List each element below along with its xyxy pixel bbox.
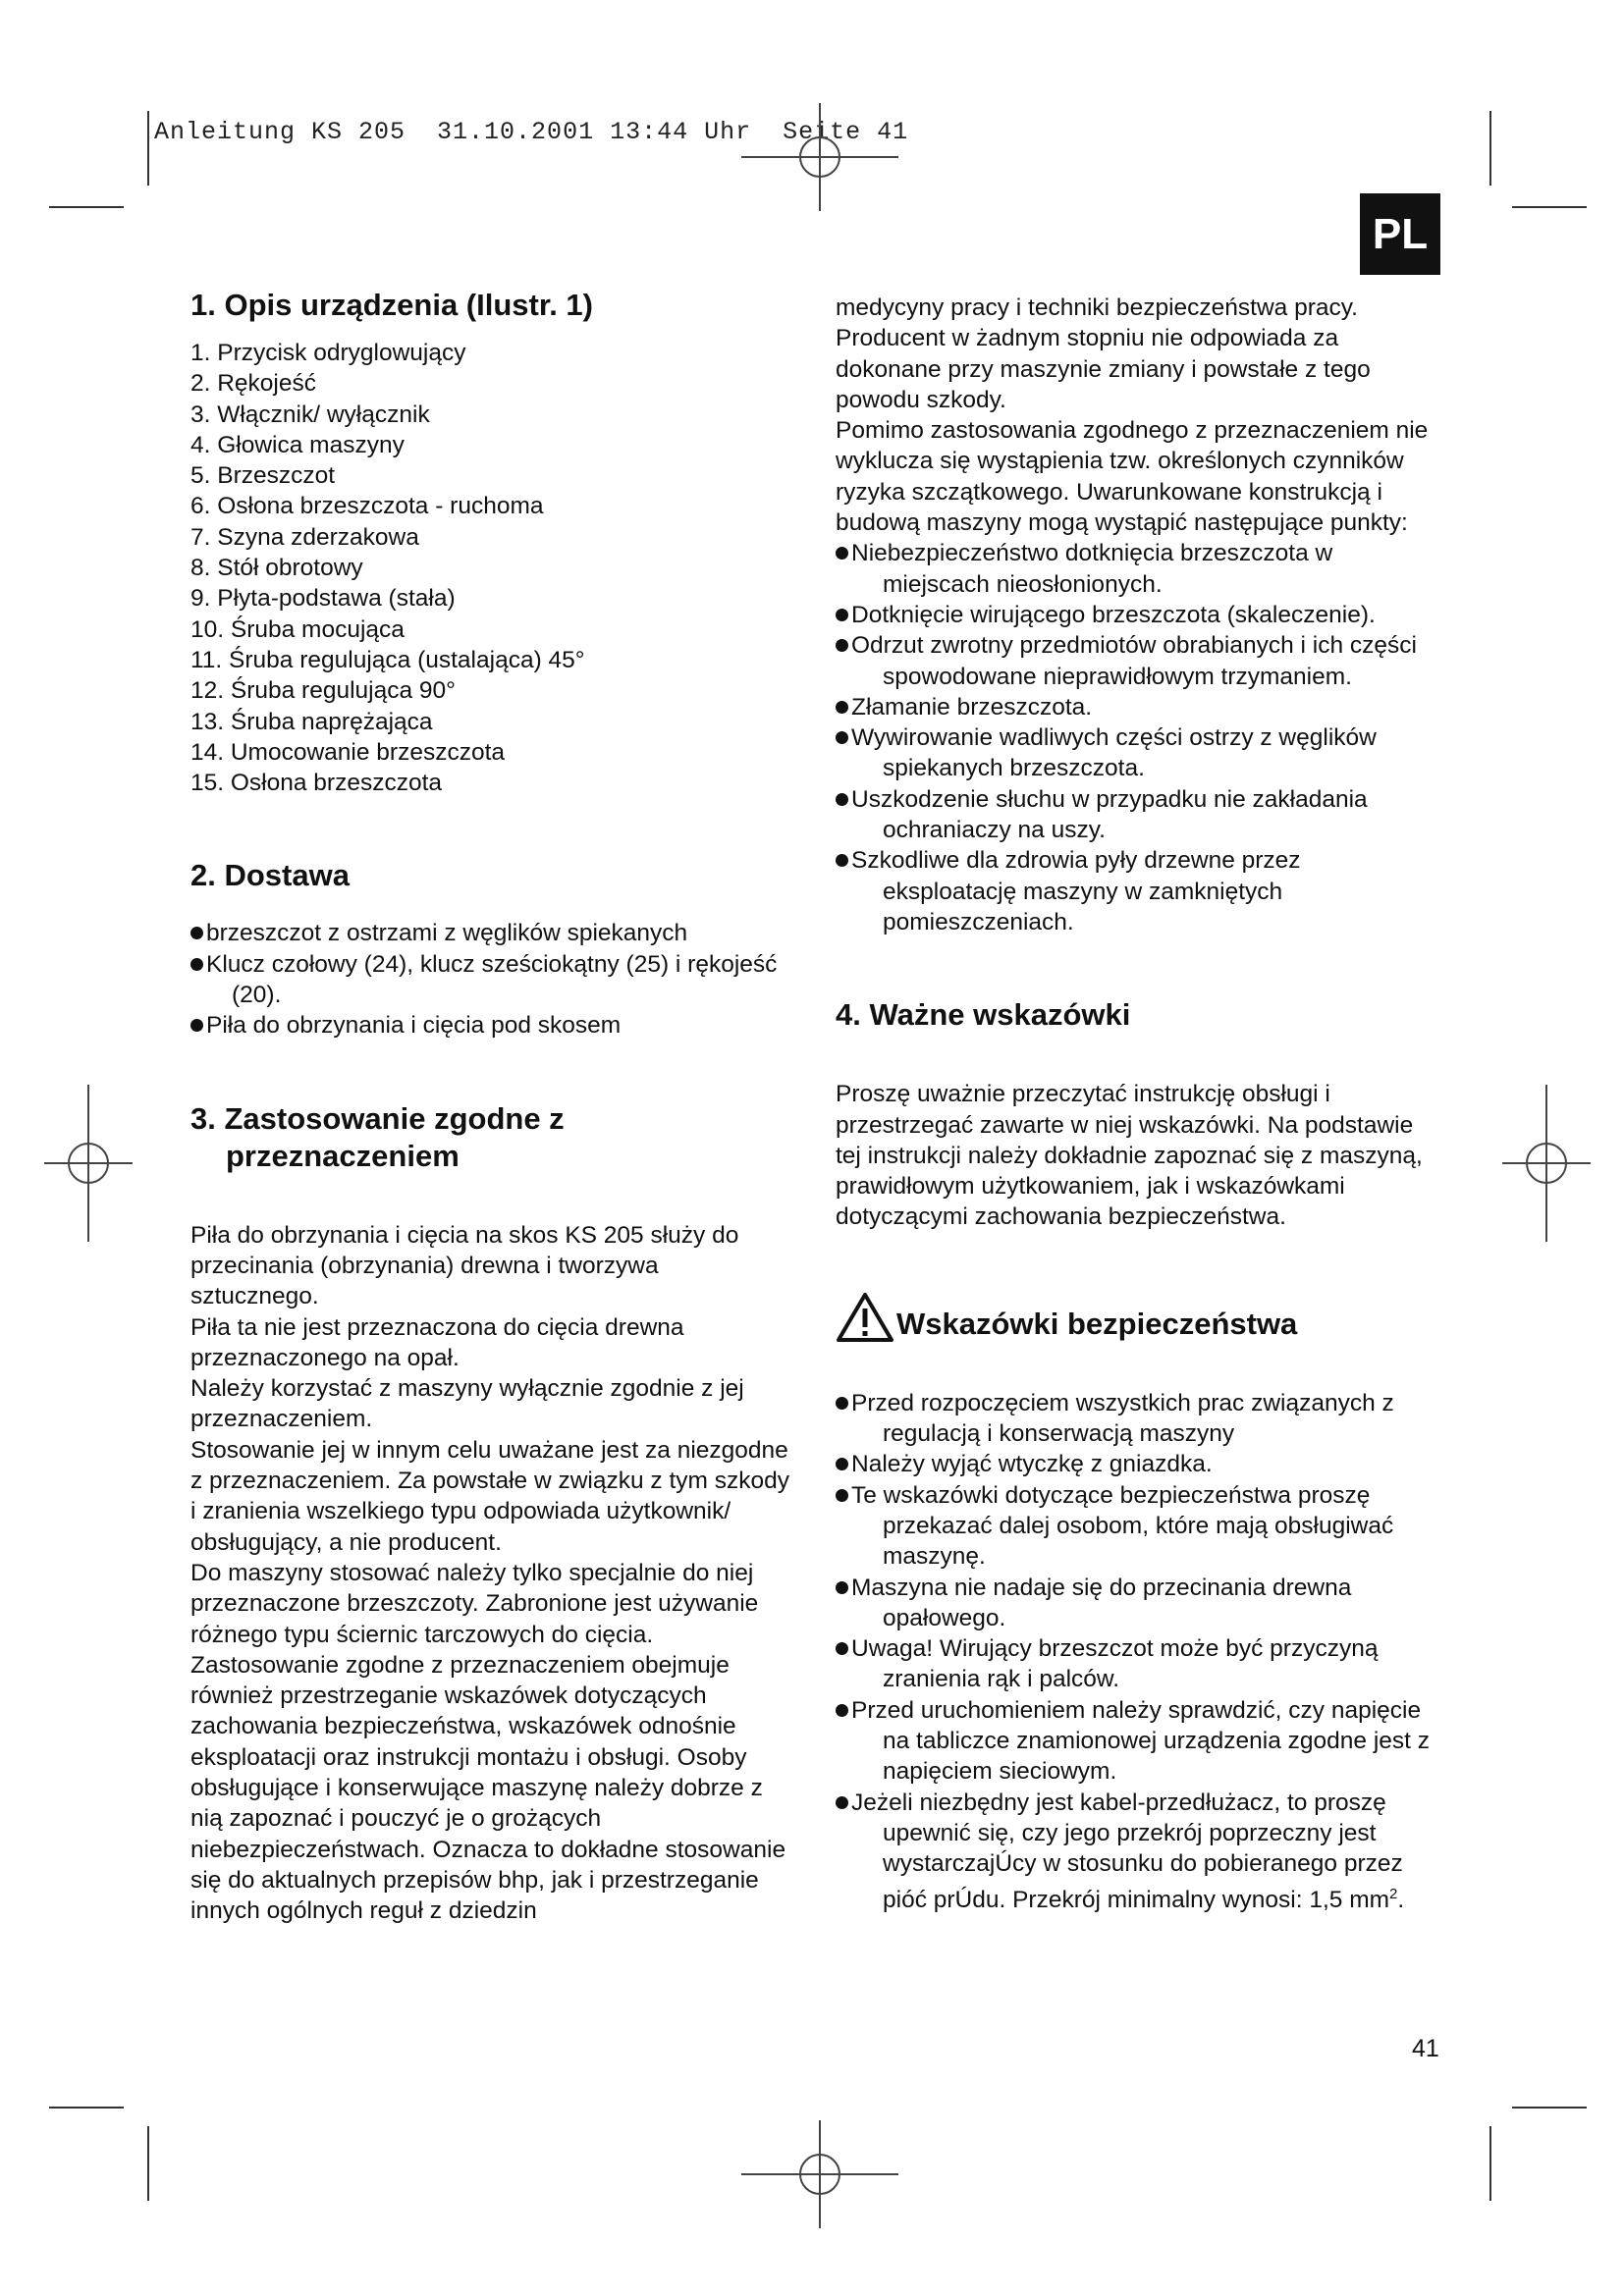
paragraph: Do maszyny stosować należy tylko specjalnie do niej przeznaczone brzeszczoty. Zabronione jest używanie różnego typu ściernic tarczowych do cięcia.	[190, 1559, 759, 1648]
paragraph: Piła do obrzynania i cięcia na skos KS 205 służy do przecinania (obrzynania) drewna i tworzywa sztucznego.	[190, 1221, 739, 1310]
list-item: Przed rozpoczęciem wszystkich prac związanych z regulacją i konserwacją maszyny	[836, 1388, 1435, 1450]
list-item: 3. Włącznik/ wyłącznik	[190, 400, 430, 428]
bullet-icon	[836, 854, 848, 867]
crop-mark	[49, 2107, 124, 2109]
parts-list	[190, 338, 789, 798]
left-column	[190, 287, 789, 1926]
list-item: 7. Szyna zderzakowa	[190, 523, 419, 551]
list-item: brzeszczot z ostrzami z węglików spiekanych	[190, 918, 789, 948]
crop-mark	[147, 2126, 149, 2201]
bullet-icon	[836, 1397, 848, 1410]
section-1-title: 1. Opis urządzenia (Ilustr. 1)	[190, 288, 593, 322]
risk-list	[836, 538, 1435, 937]
safety-heading	[836, 1292, 1435, 1343]
bullet-icon	[190, 927, 203, 939]
page-number: 41	[1412, 2035, 1439, 2062]
bullet-icon	[836, 1489, 848, 1502]
list-item: 14. Umocowanie brzeszczota	[190, 738, 506, 766]
list-item: 8. Stół obrotowy	[190, 555, 363, 582]
paragraph: Zastosowanie zgodne z przeznaczeniem obejmuje również przestrzeganie wskazówek dotyczących zachowania bezpieczeństwa, wskazówek odnośnie eksploatacji oraz instrukcji montażu i obsługi. Osoby obsługujące i konserwujące maszynę należy dobrze z nią zapoznać i pouczyć je o grożących niebezpieczeństwach. Oznacza to dokładne stosowanie się do aktualnych przepisów bhp, jak i przestrzeganie innych ogólnych reguł z dziedzin	[190, 1651, 786, 1925]
warning-triangle-icon	[836, 1292, 894, 1343]
paragraph: Stosowanie jej w innym celu uważane jest za niezgodne z przeznaczeniem. Za powstałe w związku z tym szkody i zranienia wszelkiego typu odpowiada użytkownik/ obsługujący, a nie producent.	[190, 1436, 789, 1556]
paragraph: Proszę uważnie przeczytać instrukcję obsługi i przestrzegać zawarte w niej wskazówki. Na podstawie tej instrukcji należy dokładnie zapoznać się z maszyną, prawidłowym użytkowaniem, jak i wskazówkami dotyczącymi zachowania bezpieczeństwa.	[836, 1081, 1423, 1231]
bullet-icon	[836, 547, 848, 560]
list-item: 1. Przycisk odryglowujący	[190, 340, 466, 366]
list-item: 13. Śruba naprężająca	[190, 708, 433, 735]
list-item: 10. Śruba mocująca	[190, 615, 405, 643]
registration-mark-icon	[1502, 1085, 1591, 1242]
list-item: Złamanie brzeszczota.	[836, 692, 1435, 722]
list-item: Odrzut zwrotny przedmiotów obrabianych i ich części spowodowane nieprawidłowym trzymaniem.	[836, 630, 1435, 692]
list-item: Uszkodzenie słuchu w przypadku nie zakładania ochraniaczy na uszy.	[836, 784, 1435, 846]
registration-mark-icon	[741, 103, 898, 211]
section-4-title: 4. Ważne wskazówki	[836, 997, 1131, 1033]
crop-mark	[1489, 111, 1491, 186]
list-item: Piła do obrzynania i cięcia pod skosem	[190, 1010, 789, 1041]
list-item: Dotknięcie wirującego brzeszczota (skaleczenie).	[836, 600, 1435, 630]
registration-mark-icon	[44, 1085, 133, 1242]
list-item: 4. Głowica maszyny	[190, 431, 405, 458]
bullet-icon	[836, 609, 848, 621]
bullet-icon	[190, 1019, 203, 1032]
crop-mark	[147, 111, 149, 186]
bullet-icon	[836, 701, 848, 714]
crop-mark	[1512, 2107, 1587, 2109]
bullet-icon	[836, 1581, 848, 1594]
list-item: Szkodliwe dla zdrowia pyły drzewne przez eksploatację maszyny w zamkniętych pomieszczeniach.	[836, 845, 1435, 937]
bullet-icon	[836, 1796, 848, 1809]
list-item: Klucz czołowy (24), klucz sześciokątny (25) i rękojeść (20).	[190, 949, 789, 1011]
list-item: 15. Osłona brzeszczota	[190, 770, 443, 797]
list-item: 5. Brzeszczot	[190, 462, 336, 490]
delivery-list	[190, 918, 789, 1041]
section-2-title: 2. Dostawa	[190, 858, 350, 893]
bullet-icon	[836, 1458, 848, 1470]
right-column	[836, 293, 1435, 1916]
list-item: 9. Płyta-podstawa (stała)	[190, 585, 456, 613]
list-item: 2. Rękojeść	[190, 370, 317, 398]
list-item: Przed uruchomieniem należy sprawdzić, czy napięcie na tabliczce znamionowej urządzenia zgodne jest z napięciem sieciowym.	[836, 1695, 1435, 1788]
paragraph: medycyny pracy i techniki bezpieczeństwa pracy.	[836, 294, 1358, 321]
bullet-icon	[190, 958, 203, 971]
paragraph: Pomimo zastosowania zgodnego z przeznaczeniem nie wyklucza się wystąpienia tzw. określonych czynników ryzyka szczątkowego. Uwarunkowane konstrukcją i budową maszyny mogą wystąpić następujące punkty:	[836, 417, 1429, 537]
safety-list	[836, 1388, 1435, 1916]
list-item: Należy wyjąć wtyczkę z gniazdka.	[836, 1449, 1435, 1479]
safety-title: Wskazówki bezpieczeństwa	[896, 1306, 1298, 1341]
bullet-icon	[836, 731, 848, 744]
list-item: Jeżeli niezbędny jest kabel-przedłużacz, to proszę upewnić się, czy jego przekrój poprzeczny jest wystarczajÚcy w stosunku do pobieranego przez pióć prÚdu. Przekrój minimalny wynosi: 1,5 $mm^2$.	[836, 1788, 1435, 1916]
bullet-icon	[836, 639, 848, 652]
crop-mark	[1489, 2126, 1491, 2201]
registration-mark-icon	[741, 2120, 898, 2228]
crop-mark	[49, 206, 124, 208]
list-item: 12. Śruba regulująca 90°	[190, 677, 456, 705]
section-3-title: 3. Zastosowanie zgodne z przeznaczeniem	[190, 1100, 565, 1173]
paragraph: Piła ta nie jest przeznaczona do cięcia drewna przeznaczonego na opał.	[190, 1313, 684, 1371]
bullet-icon	[836, 1642, 848, 1655]
crop-mark	[1512, 206, 1587, 208]
list-item: Te wskazówki dotyczące bezpieczeństwa proszę przekazać dalej osobom, które mają obsługiwać maszynę.	[836, 1480, 1435, 1573]
list-item: Wywirowanie wadliwych części ostrzy z węglików spiekanych brzeszczota.	[836, 722, 1435, 784]
list-item: 11. Śruba regulująca (ustalająca) 45°	[190, 646, 585, 673]
list-item: Maszyna nie nadaje się do przecinania drewna opałowego.	[836, 1573, 1435, 1634]
paragraph: Należy korzystać z maszyny wyłącznie zgodnie z jej przeznaczeniem.	[190, 1375, 744, 1433]
list-item: Niebezpieczeństwo dotknięcia brzeszczota w miejscach nieosłonionych.	[836, 538, 1435, 600]
list-item: 6. Osłona brzeszczota - ruchoma	[190, 493, 544, 520]
bullet-icon	[836, 1704, 848, 1717]
paragraph: Producent w żadnym stopniu nie odpowiada za dokonane przy maszynie zmiany i powstałe z tego powodu szkody.	[836, 325, 1371, 413]
language-tab: PL	[1360, 193, 1440, 275]
list-item: Uwaga! Wirujący brzeszczot może być przyczyną zranienia rąk i palców.	[836, 1633, 1435, 1695]
print-header: Anleitung KS 205 31.10.2001 13:44 Uhr Seite 41	[154, 118, 909, 146]
bullet-icon	[836, 793, 848, 806]
